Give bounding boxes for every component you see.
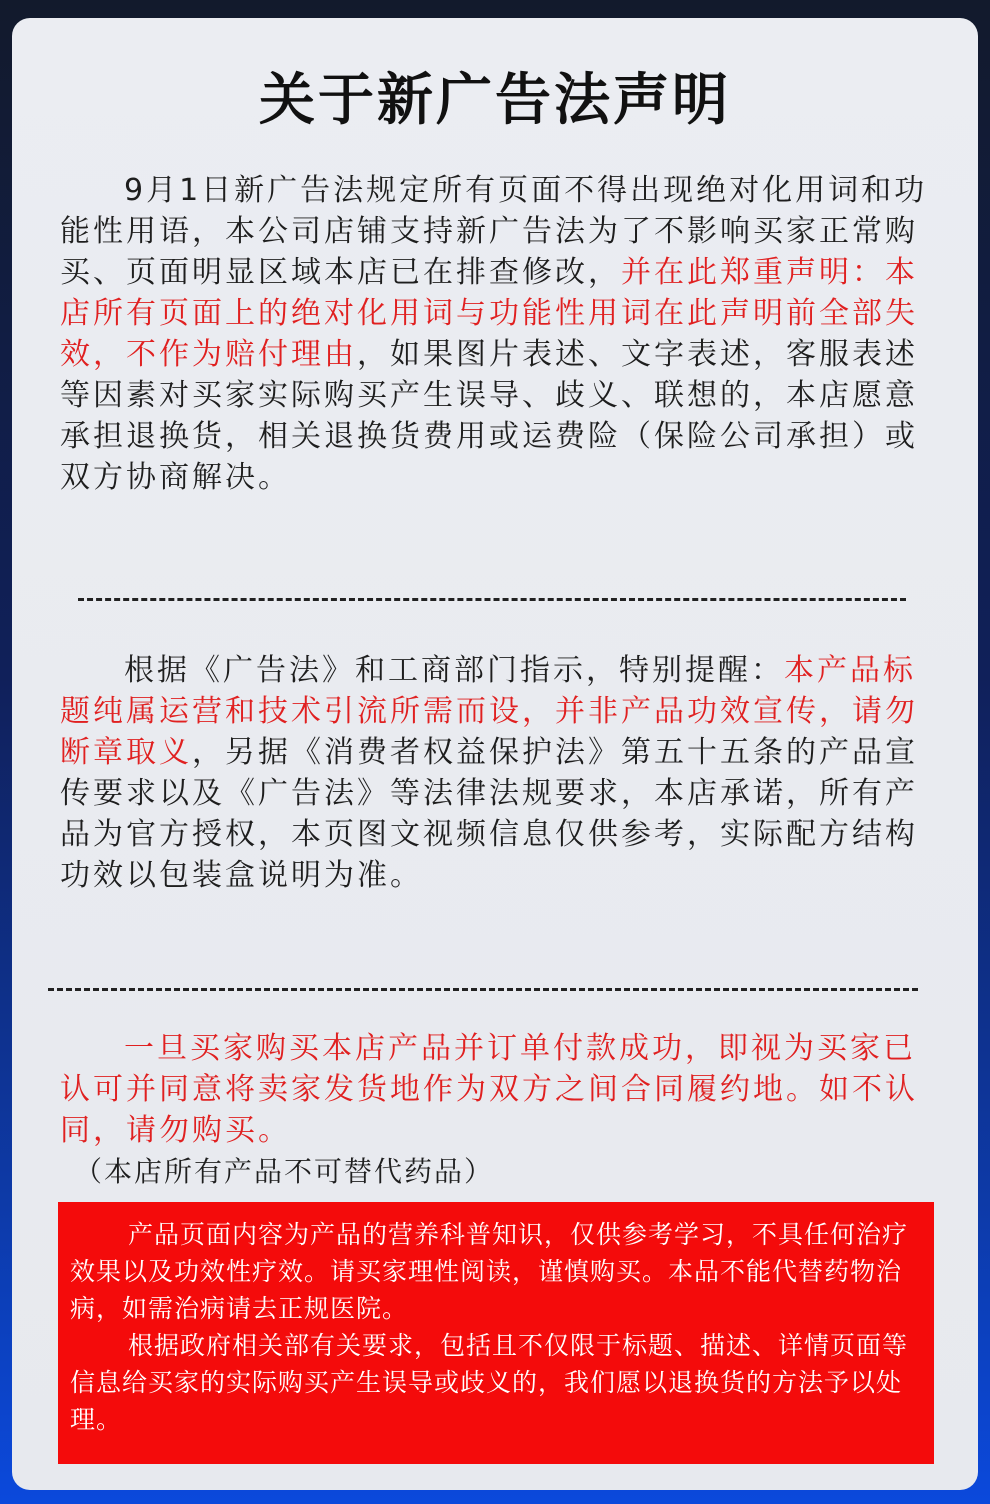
section-1-red-text: 并在此郑重声明：本店所有页面上的绝对化用词与功能性用词在此声明前全部失效，不作为赔付理由 [60, 255, 918, 372]
section-1-text-continued: ，如果图片表述、文字表述，客服表述等因素对买家实际购买产生误导、歧义、联想的，本店愿意承担退换货，相关退换货费用或运费险（保险公司承担）或双方协商解决。 [60, 337, 918, 495]
section-1-text: 9月1日新广告法规定所有页面不得出现绝对化用词和功能性用语，本公司店铺支持新广告法为了不影响买家正常购买、页面明显区域本店已在排查修改， [60, 173, 928, 290]
warning-paragraph-2 [70, 1327, 920, 1438]
notice-panel [12, 18, 978, 1490]
section-2-text: 根据《广告法》和工商部门指示，特别提醒： [124, 653, 784, 688]
section-2-paragraph [60, 650, 932, 896]
dashed-divider [48, 988, 918, 991]
section-3-paragraph [60, 1028, 932, 1151]
section-2-red-text: 本产品标题纯属运营和技术引流所需而设，并非产品功效宣传，请勿断章取义 [60, 653, 918, 770]
section-3-red-text: 一旦买家购买本店产品并订单付款成功，即视为买家已认可并同意将卖家发货地作为双方之间合同履约地。如不认同，请勿购买。 [60, 1031, 918, 1148]
drug-disclaimer-note: （本店所有产品不可替代药品） [74, 1155, 495, 1188]
dashed-divider [78, 598, 906, 601]
notice-title: 关于新广告法声明 [259, 68, 731, 133]
warning-text-2: 根据政府相关部有关要求，包括且不仅限于标题、描述、详情页面等信息给买家的实际购买产生误导或歧义的，我们愿以退换货的方法予以处理。 [70, 1331, 909, 1434]
section-1-paragraph [60, 170, 932, 498]
red-warning-box [58, 1202, 934, 1464]
warning-paragraph-1 [70, 1216, 920, 1327]
warning-text-1: 产品页面内容为产品的营养科普知识，仅供参考学习，不具任何治疗效果以及功效性疗效。请买家理性阅读，谨慎购买。本品不能代替药物治病，如需治病请去正规医院。 [70, 1220, 909, 1323]
section-2-text-continued: ，另据《消费者权益保护法》第五十五条的产品宣传要求以及《广告法》等法律法规要求，本店承诺，所有产品为官方授权，本页图文视频信息仅供参考，实际配方结构功效以包装盒说明为准。 [60, 735, 918, 893]
